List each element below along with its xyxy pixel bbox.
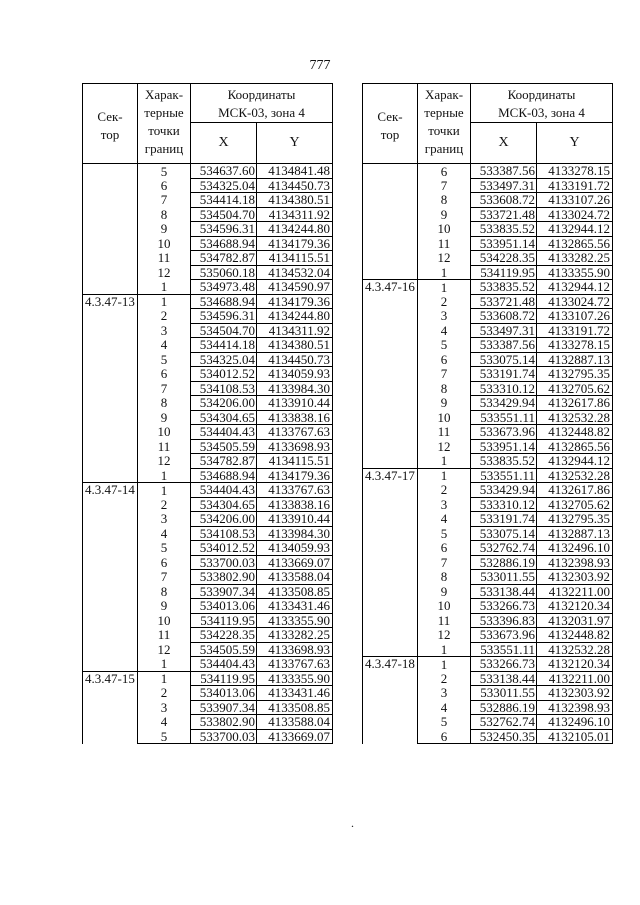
y-coordinate-cell: 4132120.34 <box>537 657 613 672</box>
x-coordinate-cell: 534504.70 <box>191 207 257 222</box>
x-coordinate-cell: 534228.35 <box>471 251 537 266</box>
y-coordinate-cell: 4132705.62 <box>537 497 613 512</box>
x-coordinate-cell: 534505.59 <box>191 439 257 454</box>
y-coordinate-cell: 4132865.56 <box>537 236 613 251</box>
y-coordinate-cell: 4132532.28 <box>537 468 613 483</box>
header-coord-line2: МСК-03, зона 4 <box>218 105 305 120</box>
point-number-cell: 8 <box>418 193 471 208</box>
point-number-cell: 7 <box>418 178 471 193</box>
point-number-cell: 1 <box>138 294 191 309</box>
sector-cell: 4.3.47-14 <box>83 483 138 672</box>
point-number-cell: 5 <box>138 352 191 367</box>
y-coordinate-cell: 4134179.36 <box>257 294 333 309</box>
y-coordinate-cell: 4134380.51 <box>257 338 333 353</box>
point-number-cell: 12 <box>138 454 191 469</box>
y-coordinate-cell: 4132398.93 <box>537 555 613 570</box>
y-coordinate-cell: 4133698.93 <box>257 642 333 657</box>
x-coordinate-cell: 533191.74 <box>471 512 537 527</box>
x-coordinate-cell: 534013.06 <box>191 686 257 701</box>
x-coordinate-cell: 533835.52 <box>471 454 537 469</box>
x-coordinate-cell: 534404.43 <box>191 657 257 672</box>
x-coordinate-cell: 533138.44 <box>471 671 537 686</box>
y-coordinate-cell: 4132944.12 <box>537 454 613 469</box>
y-coordinate-cell: 4133767.63 <box>257 483 333 498</box>
point-number-cell: 5 <box>138 729 191 744</box>
x-coordinate-cell: 533387.56 <box>471 164 537 179</box>
point-number-cell: 3 <box>138 700 191 715</box>
point-number-cell: 2 <box>418 671 471 686</box>
x-coordinate-cell: 533191.74 <box>471 367 537 382</box>
x-coordinate-cell: 533497.31 <box>471 323 537 338</box>
y-coordinate-cell: 4133282.25 <box>537 251 613 266</box>
y-coordinate-cell: 4133355.90 <box>537 265 613 280</box>
x-coordinate-cell: 533835.52 <box>471 280 537 295</box>
y-coordinate-cell: 4133984.30 <box>257 526 333 541</box>
y-coordinate-cell: 4134450.73 <box>257 352 333 367</box>
coordinates-table-left <box>82 83 333 744</box>
y-coordinate-cell: 4133910.44 <box>257 396 333 411</box>
x-coordinate-cell: 534688.94 <box>191 468 257 483</box>
point-number-cell: 8 <box>138 396 191 411</box>
y-coordinate-cell: 4133910.44 <box>257 512 333 527</box>
point-number-cell: 11 <box>418 613 471 628</box>
y-coordinate-cell: 4134115.51 <box>257 251 333 266</box>
y-coordinate-cell: 4132944.12 <box>537 280 613 295</box>
y-coordinate-cell: 4133767.63 <box>257 657 333 672</box>
y-coordinate-cell: 4133191.72 <box>537 323 613 338</box>
point-number-cell: 2 <box>138 686 191 701</box>
point-number-cell: 10 <box>418 410 471 425</box>
x-coordinate-cell: 533673.96 <box>471 628 537 643</box>
point-number-cell: 11 <box>138 628 191 643</box>
y-coordinate-cell: 4133355.90 <box>257 613 333 628</box>
point-number-cell: 1 <box>418 265 471 280</box>
table-row <box>363 657 613 672</box>
point-number-cell: 4 <box>418 700 471 715</box>
x-coordinate-cell: 534012.52 <box>191 367 257 382</box>
point-number-cell: 5 <box>138 541 191 556</box>
x-coordinate-cell: 533075.14 <box>471 352 537 367</box>
x-coordinate-cell: 534404.43 <box>191 425 257 440</box>
table-row <box>363 164 613 179</box>
x-coordinate-cell: 533075.14 <box>471 526 537 541</box>
x-coordinate-cell: 533266.73 <box>471 599 537 614</box>
y-coordinate-cell: 4132303.92 <box>537 686 613 701</box>
x-coordinate-cell: 534108.53 <box>191 381 257 396</box>
x-coordinate-cell: 533310.12 <box>471 381 537 396</box>
x-coordinate-cell: 533802.90 <box>191 570 257 585</box>
header-x: X <box>471 123 537 164</box>
y-coordinate-cell: 4134115.51 <box>257 454 333 469</box>
y-coordinate-cell: 4134590.97 <box>257 280 333 295</box>
point-number-cell: 6 <box>418 541 471 556</box>
point-number-cell: 2 <box>138 309 191 324</box>
point-number-cell: 1 <box>418 454 471 469</box>
x-coordinate-cell: 532886.19 <box>471 555 537 570</box>
point-number-cell: 11 <box>138 251 191 266</box>
header-sector-line2: тор <box>380 127 400 142</box>
table-row <box>83 164 333 179</box>
sector-cell <box>363 164 418 280</box>
point-number-cell: 12 <box>418 251 471 266</box>
point-number-cell: 3 <box>418 309 471 324</box>
y-coordinate-cell: 4134059.93 <box>257 367 333 382</box>
y-coordinate-cell: 4132120.34 <box>537 599 613 614</box>
x-coordinate-cell: 533429.94 <box>471 483 537 498</box>
point-number-cell: 1 <box>418 280 471 295</box>
y-coordinate-cell: 4132795.35 <box>537 512 613 527</box>
y-coordinate-cell: 4133107.26 <box>537 193 613 208</box>
y-coordinate-cell: 4133698.93 <box>257 439 333 454</box>
y-coordinate-cell: 4134311.92 <box>257 207 333 222</box>
point-number-cell: 3 <box>418 497 471 512</box>
y-coordinate-cell: 4132448.82 <box>537 628 613 643</box>
header-char-line2: терные <box>144 105 184 120</box>
table-row <box>83 483 333 498</box>
sector-cell: 4.3.47-16 <box>363 280 418 469</box>
header-char-line1: Харак- <box>424 87 464 102</box>
x-coordinate-cell: 533721.48 <box>471 207 537 222</box>
point-number-cell: 5 <box>418 338 471 353</box>
y-coordinate-cell: 4134450.73 <box>257 178 333 193</box>
point-number-cell: 9 <box>138 222 191 237</box>
y-coordinate-cell: 4132303.92 <box>537 570 613 585</box>
point-number-cell: 4 <box>138 526 191 541</box>
header-x: X <box>191 123 257 164</box>
x-coordinate-cell: 534973.48 <box>191 280 257 295</box>
header-sector-line1: Сек- <box>377 109 403 124</box>
header-coord-line2: МСК-03, зона 4 <box>498 105 585 120</box>
x-coordinate-cell: 534012.52 <box>191 541 257 556</box>
x-coordinate-cell: 534596.31 <box>191 222 257 237</box>
y-coordinate-cell: 4132532.28 <box>537 642 613 657</box>
x-coordinate-cell: 533497.31 <box>471 178 537 193</box>
point-number-cell: 9 <box>138 599 191 614</box>
y-coordinate-cell: 4132705.62 <box>537 381 613 396</box>
sector-cell: 4.3.47-13 <box>83 294 138 483</box>
x-coordinate-cell: 534013.06 <box>191 599 257 614</box>
y-coordinate-cell: 4132496.10 <box>537 715 613 730</box>
header-char-line1: Харак- <box>144 87 184 102</box>
point-number-cell: 5 <box>138 164 191 179</box>
x-coordinate-cell: 533608.72 <box>471 309 537 324</box>
header-boundary-points <box>418 84 471 164</box>
x-coordinate-cell: 534782.87 <box>191 454 257 469</box>
y-coordinate-cell: 4133588.04 <box>257 570 333 585</box>
y-coordinate-cell: 4133669.07 <box>257 555 333 570</box>
y-coordinate-cell: 4133588.04 <box>257 715 333 730</box>
y-coordinate-cell: 4132795.35 <box>537 367 613 382</box>
x-coordinate-cell: 534304.65 <box>191 497 257 512</box>
point-number-cell: 8 <box>138 584 191 599</box>
x-coordinate-cell: 532450.35 <box>471 729 537 744</box>
y-coordinate-cell: 4132448.82 <box>537 425 613 440</box>
x-coordinate-cell: 533396.83 <box>471 613 537 628</box>
x-coordinate-cell: 533310.12 <box>471 497 537 512</box>
x-coordinate-cell: 534108.53 <box>191 526 257 541</box>
y-coordinate-cell: 4134380.51 <box>257 193 333 208</box>
footer-mark: . <box>351 816 354 830</box>
y-coordinate-cell: 4132887.13 <box>537 352 613 367</box>
y-coordinate-cell: 4133431.46 <box>257 599 333 614</box>
header-char-line3: точки <box>148 123 180 138</box>
x-coordinate-cell: 533907.34 <box>191 700 257 715</box>
point-number-cell: 1 <box>418 642 471 657</box>
point-number-cell: 2 <box>138 497 191 512</box>
y-coordinate-cell: 4134244.80 <box>257 222 333 237</box>
point-number-cell: 12 <box>418 628 471 643</box>
x-coordinate-cell: 534504.70 <box>191 323 257 338</box>
y-coordinate-cell: 4132105.01 <box>537 729 613 744</box>
point-number-cell: 7 <box>418 367 471 382</box>
table-row <box>363 468 613 483</box>
point-number-cell: 4 <box>138 338 191 353</box>
point-number-cell: 1 <box>138 671 191 686</box>
y-coordinate-cell: 4132031.97 <box>537 613 613 628</box>
y-coordinate-cell: 4134179.36 <box>257 236 333 251</box>
x-coordinate-cell: 534414.18 <box>191 193 257 208</box>
x-coordinate-cell: 533673.96 <box>471 425 537 440</box>
x-coordinate-cell: 534325.04 <box>191 352 257 367</box>
y-coordinate-cell: 4134841.48 <box>257 164 333 179</box>
y-coordinate-cell: 4133431.46 <box>257 686 333 701</box>
point-number-cell: 10 <box>138 236 191 251</box>
point-number-cell: 3 <box>138 323 191 338</box>
header-sector-line1: Сек- <box>97 109 123 124</box>
point-number-cell: 12 <box>138 642 191 657</box>
x-coordinate-cell: 533951.14 <box>471 439 537 454</box>
point-number-cell: 11 <box>418 425 471 440</box>
y-coordinate-cell: 4132887.13 <box>537 526 613 541</box>
x-coordinate-cell: 533011.55 <box>471 686 537 701</box>
x-coordinate-cell: 534782.87 <box>191 251 257 266</box>
x-coordinate-cell: 533608.72 <box>471 193 537 208</box>
header-sector-line2: тор <box>100 127 120 142</box>
x-coordinate-cell: 534119.95 <box>191 671 257 686</box>
header-char-line4: границ <box>424 141 464 156</box>
y-coordinate-cell: 4133278.15 <box>537 164 613 179</box>
point-number-cell: 3 <box>138 512 191 527</box>
y-coordinate-cell: 4133669.07 <box>257 729 333 744</box>
point-number-cell: 10 <box>418 222 471 237</box>
point-number-cell: 6 <box>418 352 471 367</box>
x-coordinate-cell: 534688.94 <box>191 236 257 251</box>
y-coordinate-cell: 4133355.90 <box>257 671 333 686</box>
x-coordinate-cell: 534505.59 <box>191 642 257 657</box>
point-number-cell: 7 <box>418 555 471 570</box>
header-char-line2: терные <box>424 105 464 120</box>
header-coord-line1: Координаты <box>507 87 576 102</box>
header-sector <box>83 84 138 164</box>
point-number-cell: 2 <box>418 483 471 498</box>
point-number-cell: 9 <box>418 207 471 222</box>
y-coordinate-cell: 4133024.72 <box>537 207 613 222</box>
y-coordinate-cell: 4132617.86 <box>537 483 613 498</box>
x-coordinate-cell: 532886.19 <box>471 700 537 715</box>
point-number-cell: 11 <box>138 439 191 454</box>
x-coordinate-cell: 533721.48 <box>471 294 537 309</box>
point-number-cell: 6 <box>138 367 191 382</box>
sector-cell: 4.3.47-15 <box>83 671 138 744</box>
point-number-cell: 6 <box>418 729 471 744</box>
point-number-cell: 9 <box>418 396 471 411</box>
point-number-cell: 10 <box>418 599 471 614</box>
point-number-cell: 8 <box>418 381 471 396</box>
point-number-cell: 4 <box>138 715 191 730</box>
point-number-cell: 4 <box>418 512 471 527</box>
table-row <box>83 294 333 309</box>
y-coordinate-cell: 4133838.16 <box>257 497 333 512</box>
header-coordinates <box>471 84 613 123</box>
x-coordinate-cell: 533387.56 <box>471 338 537 353</box>
point-number-cell: 12 <box>418 439 471 454</box>
page-number: 777 <box>309 58 331 73</box>
header-coordinates <box>191 84 333 123</box>
y-coordinate-cell: 4133508.85 <box>257 700 333 715</box>
point-number-cell: 8 <box>418 570 471 585</box>
header-char-line4: границ <box>144 141 184 156</box>
point-number-cell: 7 <box>138 381 191 396</box>
x-coordinate-cell: 533907.34 <box>191 584 257 599</box>
x-coordinate-cell: 533551.11 <box>471 410 537 425</box>
x-coordinate-cell: 534228.35 <box>191 628 257 643</box>
x-coordinate-cell: 533266.73 <box>471 657 537 672</box>
coordinates-table-right <box>362 83 613 744</box>
y-coordinate-cell: 4134059.93 <box>257 541 333 556</box>
header-sector <box>363 84 418 164</box>
point-number-cell: 6 <box>138 555 191 570</box>
point-number-cell: 10 <box>138 613 191 628</box>
x-coordinate-cell: 534119.95 <box>191 613 257 628</box>
point-number-cell: 1 <box>138 468 191 483</box>
y-coordinate-cell: 4134244.80 <box>257 309 333 324</box>
y-coordinate-cell: 4133191.72 <box>537 178 613 193</box>
x-coordinate-cell: 535060.18 <box>191 265 257 280</box>
y-coordinate-cell: 4133107.26 <box>537 309 613 324</box>
y-coordinate-cell: 4133767.63 <box>257 425 333 440</box>
x-coordinate-cell: 534206.00 <box>191 396 257 411</box>
x-coordinate-cell: 533429.94 <box>471 396 537 411</box>
point-number-cell: 8 <box>138 207 191 222</box>
x-coordinate-cell: 532762.74 <box>471 541 537 556</box>
x-coordinate-cell: 534596.31 <box>191 309 257 324</box>
y-coordinate-cell: 4133024.72 <box>537 294 613 309</box>
table-row <box>363 280 613 295</box>
y-coordinate-cell: 4132532.28 <box>537 410 613 425</box>
x-coordinate-cell: 534206.00 <box>191 512 257 527</box>
point-number-cell: 7 <box>138 570 191 585</box>
y-coordinate-cell: 4132617.86 <box>537 396 613 411</box>
x-coordinate-cell: 533138.44 <box>471 584 537 599</box>
y-coordinate-cell: 4132496.10 <box>537 541 613 556</box>
x-coordinate-cell: 533700.03 <box>191 555 257 570</box>
y-coordinate-cell: 4132944.12 <box>537 222 613 237</box>
y-coordinate-cell: 4133838.16 <box>257 410 333 425</box>
point-number-cell: 7 <box>138 193 191 208</box>
sector-cell: 4.3.47-17 <box>363 468 418 657</box>
x-coordinate-cell: 533700.03 <box>191 729 257 744</box>
y-coordinate-cell: 4134532.04 <box>257 265 333 280</box>
y-coordinate-cell: 4134179.36 <box>257 468 333 483</box>
header-coord-line1: Координаты <box>227 87 296 102</box>
sector-cell <box>83 164 138 295</box>
point-number-cell: 9 <box>138 410 191 425</box>
y-coordinate-cell: 4132865.56 <box>537 439 613 454</box>
x-coordinate-cell: 534325.04 <box>191 178 257 193</box>
point-number-cell: 5 <box>418 526 471 541</box>
point-number-cell: 4 <box>418 323 471 338</box>
point-number-cell: 5 <box>418 715 471 730</box>
x-coordinate-cell: 534637.60 <box>191 164 257 179</box>
y-coordinate-cell: 4133278.15 <box>537 338 613 353</box>
header-char-line3: точки <box>428 123 460 138</box>
x-coordinate-cell: 534414.18 <box>191 338 257 353</box>
x-coordinate-cell: 534404.43 <box>191 483 257 498</box>
x-coordinate-cell: 533551.11 <box>471 642 537 657</box>
y-coordinate-cell: 4132211.00 <box>537 671 613 686</box>
x-coordinate-cell: 533551.11 <box>471 468 537 483</box>
header-y: Y <box>537 123 613 164</box>
x-coordinate-cell: 533802.90 <box>191 715 257 730</box>
point-number-cell: 6 <box>138 178 191 193</box>
y-coordinate-cell: 4133282.25 <box>257 628 333 643</box>
point-number-cell: 2 <box>418 294 471 309</box>
x-coordinate-cell: 534688.94 <box>191 294 257 309</box>
y-coordinate-cell: 4134311.92 <box>257 323 333 338</box>
x-coordinate-cell: 533951.14 <box>471 236 537 251</box>
y-coordinate-cell: 4133508.85 <box>257 584 333 599</box>
point-number-cell: 11 <box>418 236 471 251</box>
table-row <box>83 671 333 686</box>
point-number-cell: 1 <box>418 657 471 672</box>
point-number-cell: 1 <box>138 483 191 498</box>
point-number-cell: 10 <box>138 425 191 440</box>
point-number-cell: 6 <box>418 164 471 179</box>
point-number-cell: 1 <box>138 280 191 295</box>
point-number-cell: 9 <box>418 584 471 599</box>
y-coordinate-cell: 4132211.00 <box>537 584 613 599</box>
point-number-cell: 12 <box>138 265 191 280</box>
point-number-cell: 1 <box>138 657 191 672</box>
sector-cell: 4.3.47-18 <box>363 657 418 744</box>
header-y: Y <box>257 123 333 164</box>
header-boundary-points <box>138 84 191 164</box>
x-coordinate-cell: 533011.55 <box>471 570 537 585</box>
x-coordinate-cell: 534119.95 <box>471 265 537 280</box>
point-number-cell: 1 <box>418 468 471 483</box>
x-coordinate-cell: 534304.65 <box>191 410 257 425</box>
point-number-cell: 3 <box>418 686 471 701</box>
x-coordinate-cell: 532762.74 <box>471 715 537 730</box>
y-coordinate-cell: 4132398.93 <box>537 700 613 715</box>
y-coordinate-cell: 4133984.30 <box>257 381 333 396</box>
x-coordinate-cell: 533835.52 <box>471 222 537 237</box>
